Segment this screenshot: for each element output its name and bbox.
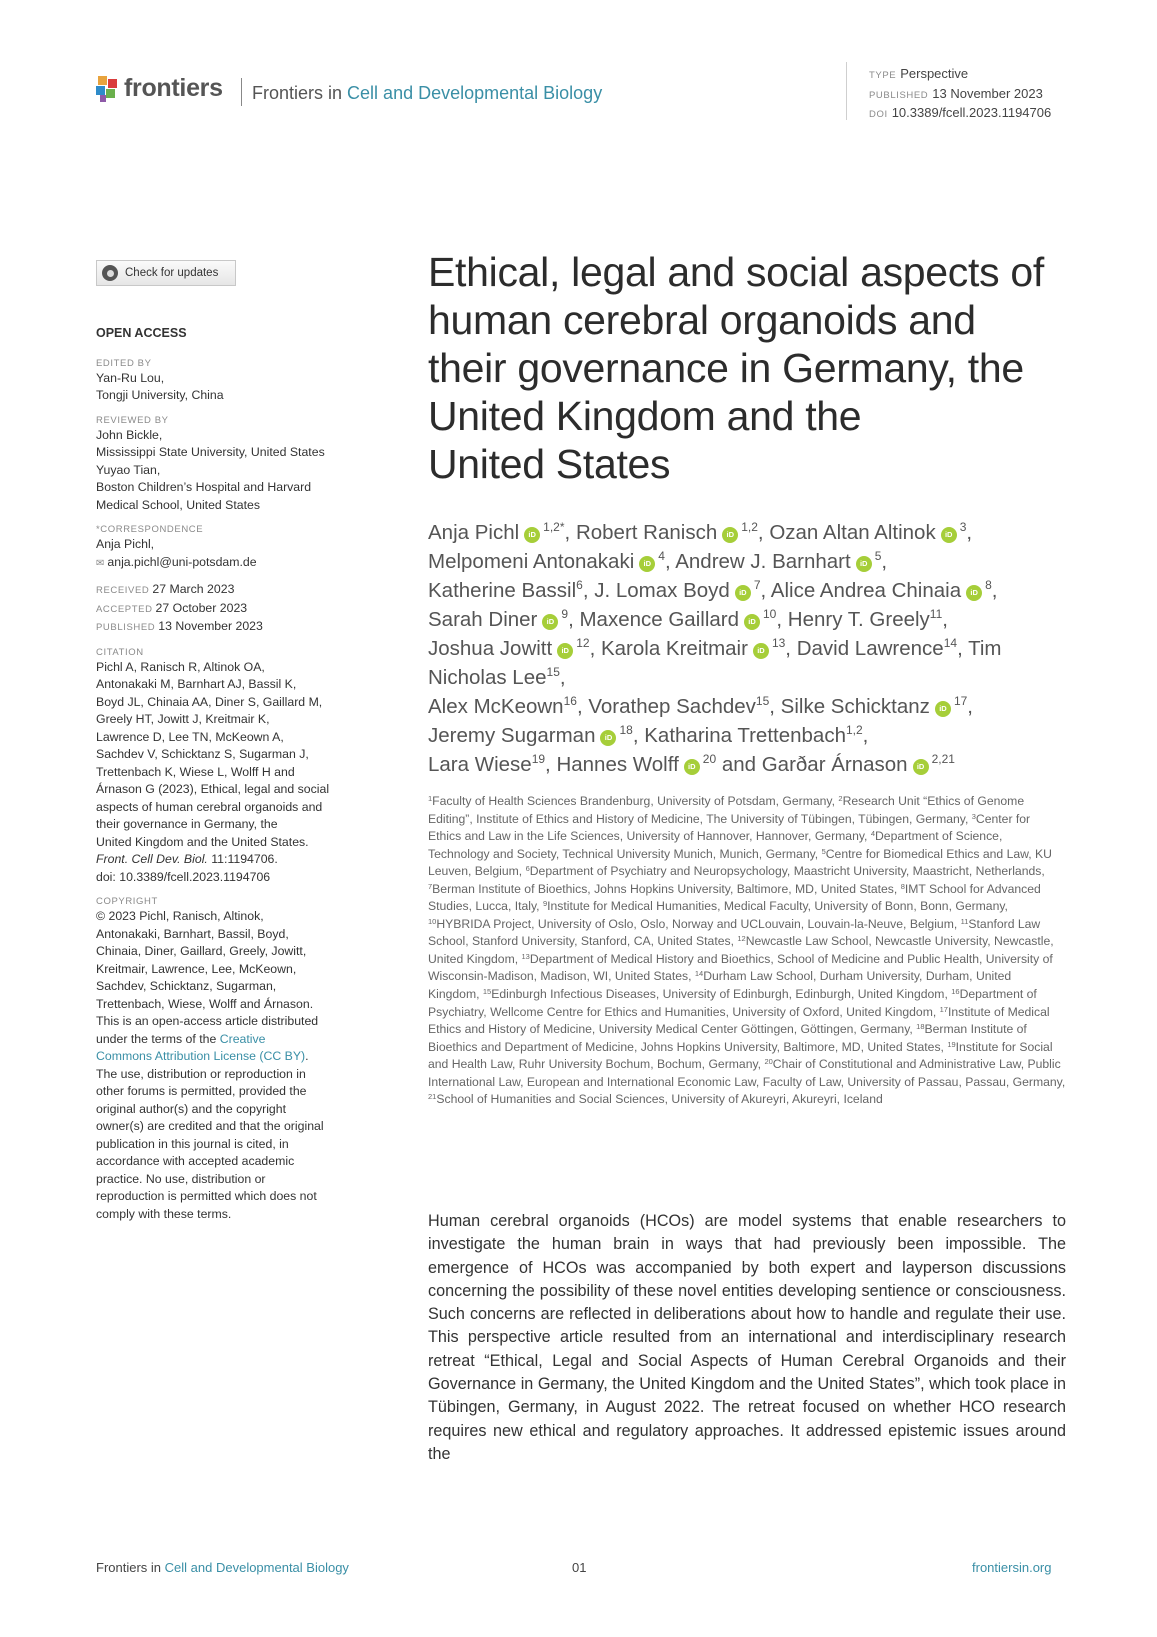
author-affiliation-marker: 16 [563,694,577,708]
author-affiliation-marker: 19 [531,752,546,766]
affiliations [428,793,1066,1109]
affiliation-text: Newcastle Law School, Newcastle University, Newcastle, United Kingdom, [428,934,1054,966]
author-separator: , [881,550,888,573]
author-affiliation-marker: 9 [561,607,569,621]
orcid-icon[interactable]: iD [744,614,760,630]
affiliation-number: 4 [870,829,875,839]
author[interactable] [797,637,957,660]
affiliation-text: Department of Medical History and Bioethics, School of Medicine and Public Health, University of Wisconsin-Madison, Madison, WI, United States, [428,951,1053,984]
author-name: J. Lomax Boyd [594,579,730,602]
title-line: their governance in Germany, the [428,345,1024,391]
author-name: Silke Schicktanz [780,695,930,718]
copyright-line: Sachdev, Schicktanz, Sugarman, [96,979,277,993]
affiliation-number: 7 [428,881,433,891]
affiliation-text: Chair of Constitutional and Administrative Law, Public International Law, European and International Economic Law, Faculty of Law, University of Passau, Passau, Germany, [428,1057,1066,1089]
affiliation [526,864,1045,878]
orcid-icon[interactable]: iD [600,730,616,746]
header-divider [241,78,242,106]
author-affiliation-marker: 5 [874,549,882,563]
author-name: Alex McKeown [428,695,564,718]
affiliation-number: 18 [916,1022,925,1032]
author[interactable] [601,637,785,660]
author[interactable] [762,753,955,776]
author-affiliation-marker: 2,21 [931,752,955,766]
affiliation-number: 11 [960,916,969,926]
author-affiliation-marker: 1,2 [845,723,863,737]
received-date: 27 March 2023 [152,582,235,596]
author-separator: , [582,579,595,602]
author-affiliation-marker: 8 [985,578,992,592]
editor-name: Yan-Ru Lou, [96,370,165,385]
author-name: Tim Nicholas Lee [428,637,1002,689]
author[interactable] [428,695,577,718]
orcid-icon[interactable]: iD [966,585,982,601]
editor-affiliation: Tongji University, China [96,388,224,402]
affiliation-number: 1 [428,794,433,803]
citation-line: Lawrence D, Lee TN, McKeown A, [96,729,284,744]
affiliation-text: Research Unit “Ethics of Genome Editing”, Institute of Ethics and History of Medicine, The University of Tübingen, Tübingen, Germany, [428,794,1025,826]
author-affiliation-marker: 17 [953,694,968,708]
citation-block [96,646,354,887]
author-affiliation-marker: 7 [753,578,761,592]
affiliation-text: Durham Law School, Durham University, Durham, United Kingdom, [428,969,1012,1002]
journal-prefix: Frontiers in [252,83,343,103]
author-name: Hannes Wolff [556,753,679,776]
affiliation-number: 9 [542,899,548,909]
affiliation-number: 19 [947,1039,956,1049]
copyright-tail-line: original author(s) and the copyright [96,1101,287,1116]
author-name: Andrew J. Barnhart [675,550,851,573]
orcid-icon[interactable]: iD [684,759,700,775]
author-name: Katherine Bassil [428,579,577,602]
author-separator: , [991,579,998,602]
author[interactable] [594,579,760,602]
author-name: Robert Ranisch [575,521,718,544]
sidebar-published-date: 13 November 2023 [158,619,263,633]
author[interactable] [644,724,862,747]
page-number: 01 [572,1560,587,1575]
correspondence-block [96,523,354,572]
type-label: TYPE [869,70,897,81]
citation-line: Árnason G (2023), Ethical, legal and social [96,782,330,796]
check-for-updates-label: Check for updates [125,267,219,279]
affiliation [428,882,901,896]
open-access-heading: OPEN ACCESS [96,326,187,340]
author-affiliation-marker: 20 [702,752,717,766]
affiliation-text: Centre for Biomedical Ethics and Law, KU Leuven, Belgium, [428,846,1052,879]
journal-name[interactable] [252,83,602,104]
affiliation [483,987,951,1001]
author-separator: , [785,637,797,660]
footer-journal[interactable] [96,1560,349,1575]
copyright-tail-line: practice. No use, distribution or [96,1171,266,1186]
license-link-cc-by[interactable]: Commons Attribution License (CC BY) [96,1049,306,1063]
affiliation-number: 13 [521,951,530,961]
author[interactable] [769,521,966,544]
author-separator: , [589,637,601,660]
author[interactable] [675,550,881,573]
affiliation-number: 14 [694,969,704,979]
orcid-icon[interactable]: iD [639,556,655,572]
author[interactable] [428,608,568,631]
correspondence-email[interactable]: anja.pichl@uni-potsdam.de [107,554,257,569]
author-affiliation-marker: 3 [959,520,967,534]
author-affiliation-marker: 10 [763,607,777,621]
copyright-line: Trettenbach, Wiese, Wolff and Árnason. [96,996,314,1011]
published-value: 13 November 2023 [932,85,1043,101]
orcid-icon[interactable]: iD [524,527,540,543]
copyright-line: Chinaia, Diner, Gaillard, Greely, Jowitt, [96,944,307,958]
frontiers-logo[interactable] [96,74,223,103]
affiliation [428,917,961,931]
affiliation-number: 16 [951,987,960,997]
author[interactable] [428,579,583,602]
affiliation-text: Department of Psychiatry and Neuropsychology, Maastricht University, Maastricht, Netherlands, [529,864,1045,879]
affiliation-text: Berman Institute of Bioethics and Department of Medicine, Johns Hopkins University, Baltimore, MD, United States, [428,1022,1027,1054]
published-label: PUBLISHED [869,89,929,101]
copyright-tail-line: accordance with accepted academic [96,1154,295,1168]
author-separator: , [757,521,770,544]
copyright-line: Kreitmair, Lawrence, Lee, McKeown, [96,961,297,976]
check-for-updates-button[interactable] [96,260,236,286]
orcid-icon[interactable]: iD [856,556,872,572]
citation-journal: Front. Cell Dev. Biol. [96,852,208,866]
article-title [428,248,1068,488]
title-line: human cerebral organoids and [428,297,976,343]
author-name: Henry T. Greely [787,608,930,631]
author-separator: , [664,550,676,573]
citation-label: CITATION [96,646,144,658]
copyright-line: Antonakaki, Barnhart, Bassil, Boyd, [96,926,289,941]
author-separator: , [769,695,781,718]
affiliation-number: 12 [737,934,746,944]
author-name: Alice Andrea Chinaia [770,579,962,602]
article-meta [869,65,1051,124]
author-separator: , [776,608,788,631]
affiliation-text: Faculty of Health Sciences Brandenburg, University of Potsdam, Germany, [432,794,839,808]
author-separator: , [559,666,566,689]
citation-line: aspects of human cerebral organoids and [96,799,323,814]
license-post: . [305,1049,309,1063]
author-separator: , [568,608,580,631]
citation-line: Boyd JL, Chinaia AA, Diner S, Gaillard M, [96,694,323,709]
edited-by-label: EDITED BY [96,357,152,369]
author-affiliation-marker: 1,2 [741,520,758,534]
affiliation-text: Stanford Law School, Stanford University, Stanford, CA, United States, [428,916,1041,949]
copyright-line: This is an open-access article distributed [96,1014,319,1028]
affiliation-text: Edinburgh Infectious Diseases, University of Edinburgh, Edinburgh, United Kingdom, [491,987,952,1002]
author-separator: , [632,724,645,747]
doi-value[interactable]: 10.3389/fcell.2023.1194706 [891,105,1052,120]
citation-line: Trettenbach K, Wiese L, Wolff H and [96,764,295,779]
citation-line: Greely HT, Jowitt J, Kreitmair K, [96,712,270,726]
author-separator: , [760,579,771,602]
orcid-icon[interactable]: iD [935,701,951,717]
copyright-tail-line: other forums is permitted, provided the [96,1084,307,1098]
author-separator: , [564,521,576,544]
affiliation-number: 8 [900,881,905,891]
author-affiliation-marker: 11 [929,607,943,621]
affiliation [428,794,838,808]
copyright-line: © 2023 Pichl, Ranisch, Altinok, [96,909,264,923]
orcid-icon[interactable]: iD [542,614,558,630]
citation-line: Antonakaki M, Barnhart AJ, Bassil K, [96,677,297,691]
author-name: Melpomeni Antonakaki [428,550,635,573]
author-separator: , [942,608,948,631]
citation-line: Sachdev V, Schicktanz S, Sugarman J, [96,747,309,761]
title-line: United Kingdom and the [428,393,862,439]
author-affiliation-marker: 15 [546,665,560,679]
copyright-block [96,895,354,1223]
citation-volume: 11:1194706. [207,852,278,866]
author-separator: , [576,695,589,718]
author-name: Lara Wiese [428,753,532,776]
affiliation [543,899,1008,913]
type-value: Perspective [900,66,969,81]
author-name: David Lawrence [796,637,944,660]
affiliation-number: 21 [428,1092,437,1102]
author-name: Anja Pichl [428,521,520,544]
copyright-tail-line: reproduction is permitted which does not [96,1189,317,1203]
reviewed-by-block [96,414,354,515]
footer-journal-prefix: Frontiers in [96,1560,162,1575]
updates-icon [102,265,118,281]
license-pre: under the terms of the [96,1031,220,1046]
citation-line: Pichl A, Ranisch R, Altinok OA, [96,659,265,674]
affiliation-number: 6 [525,864,530,874]
author-affiliation-marker: 6 [576,578,583,592]
author-name: Ozan Altan Altinok [769,521,936,544]
title-line: United States [428,441,671,487]
affiliation-text: Institute for Social and Health Law, Ruhr University Bochum, Bochum, Germany, [428,1039,1053,1072]
author-affiliation-marker: 14 [943,636,958,650]
email-icon: ✉ [96,557,105,569]
author-affiliation-marker: 13 [771,636,786,650]
reviewer-line: Yuyao Tian, [96,462,161,477]
accepted-label: ACCEPTED [96,603,153,615]
orcid-icon[interactable]: iD [941,527,957,543]
logo-wordmark: frontiers [124,74,223,102]
meta-divider [846,62,847,120]
author-affiliation-marker: 4 [658,549,665,563]
author[interactable] [771,579,992,602]
author-separator: , [862,724,869,747]
citation-doi[interactable]: doi: 10.3389/fcell.2023.1194706 [96,869,271,884]
journal-title: Cell and Developmental Biology [347,83,603,103]
author-name: Sarah Diner [428,608,538,631]
affiliation-number: 20 [764,1057,773,1067]
orcid-icon[interactable]: iD [722,527,738,543]
orcid-icon[interactable]: iD [557,643,573,659]
orcid-icon[interactable]: iD [735,585,751,601]
copyright-tail-line: comply with these terms. [96,1206,232,1221]
author-name: Karola Kreitmair [600,637,748,660]
author[interactable] [556,753,716,776]
footer-journal-name: Cell and Developmental Biology [164,1560,349,1575]
affiliation [428,1092,883,1106]
author-affiliation-marker: 1,2* [543,520,565,534]
affiliation-number: 5 [821,846,826,856]
reviewed-by-label: REVIEWED BY [96,414,169,426]
affiliation-number: 17 [939,1004,948,1014]
author[interactable] [428,753,545,776]
copyright-tail-line: The use, distribution or reproduction in [96,1066,306,1081]
edited-by-block [96,357,354,405]
article-sidebar [96,325,354,1232]
license-link-creative[interactable]: Creative [219,1031,266,1046]
author-separator: , [967,695,973,718]
correspondence-name: Anja Pichl, [96,537,155,551]
correspondence-label: *CORRESPONDENCE [96,524,204,535]
author[interactable] [781,695,968,718]
reviewer-line: Mississippi State University, United States [96,445,325,459]
author[interactable] [576,521,758,544]
copyright-tail-line: publication in this journal is cited, in [96,1136,289,1151]
reviewer-line: John Bickle, [96,427,163,442]
author-affiliation-marker: 15 [755,694,770,708]
abstract-text: Human cerebral organoids (HCOs) are model systems that enable researchers to investigate the human brain in ways that had previously been impossible. The emergence of HCOs was accompanied by both expert and layperson discussions concerning the possibility of these novel entities developing sentience or consciousness. Such concerns are reflected in deliberations about how to handle and regulate their use. This perspective article resulted from an international and interdisciplinary research retreat “Ethical, Legal and Social Aspects of Human Cerebral Organoids and their Governance in Germany, the United Kingdom and the United States”, which took place in Tübingen, Germany, in August 2022. The retreat focused on whether HCO research requires new ethical and regulatory approaches. It addressed epistemic issues around the [428,1212,1066,1463]
author[interactable] [788,608,943,631]
author-list [428,518,1068,779]
sidebar-published-label: PUBLISHED [96,622,156,633]
author-name: Garðar Árnason [761,753,908,776]
affiliation-text: Institute for Medical Humanities, Medical Faculty, University of Bonn, Bonn, Germany, [547,899,1008,914]
affiliation-number: 3 [971,811,976,821]
author[interactable] [588,695,769,718]
affiliation-text: Center for Ethics and Law in the Life Sciences, University of Hannover, Hannover, Germany, [428,811,1031,844]
reviewer-line: Medical School, United States [96,497,261,512]
citation-line: United Kingdom and the United States. [96,834,309,849]
footer-site-link[interactable]: frontiersin.org [972,1560,1052,1575]
title-line: Ethical, legal and social aspects of [428,249,1044,295]
author-name: Joshua Jowitt [428,637,553,660]
accepted-date: 27 October 2023 [155,600,248,615]
affiliation-text: Berman Institute of Bioethics, Johns Hopkins University, Baltimore, MD, United States, [432,881,901,896]
author-separator: , [966,521,973,544]
affiliation-number: 15 [482,987,492,997]
orcid-icon[interactable]: iD [913,759,929,775]
author-affiliation-marker: 18 [619,723,633,737]
author[interactable] [428,724,633,747]
affiliation-text: HYBRIDA Project, University of Oslo, Oslo, Norway and UCLouvain, Louvain-la-Neuve, Belgium, [436,916,961,931]
author[interactable] [579,608,776,631]
author[interactable] [428,550,665,573]
author[interactable] [428,637,590,660]
author-affiliation-marker: 12 [576,636,590,650]
affiliation-text: Institute of Medical Ethics and History of Medicine, University Medical Center Göttingen, Göttingen, Germany, [428,1004,1050,1037]
received-label: RECEIVED [96,585,150,596]
doi-label: DOI [869,109,888,120]
copyright-label: COPYRIGHT [96,896,158,907]
frontiers-logo-icon [96,75,120,103]
affiliation-number: 2 [838,794,843,803]
dates-block [96,581,354,637]
author-name: Katharina Trettenbach [644,724,846,747]
author-separator: , [545,753,557,776]
reviewer-line: Boston Children’s Hospital and Harvard [96,480,312,494]
affiliation-text: IMT School for Advanced Studies, Lucca, Italy, [428,881,1041,914]
author-separator: and [716,753,762,776]
affiliation-text: School of Humanities and Social Sciences, University of Akureyri, Akureyri, Iceland [436,1092,883,1107]
citation-line: their governance in Germany, the [96,817,278,831]
author-name: Maxence Gaillard [579,608,739,631]
author-name: Vorathep Sachdev [588,695,756,718]
copyright-tail-line: owner(s) are credited and that the original [96,1119,324,1133]
affiliation-number: 10 [428,916,437,926]
affiliation-text: Department of Science, Technology and Society, Technical University Munich, Munich, Germany, [428,829,1003,861]
author-name: Jeremy Sugarman [428,724,596,747]
author[interactable] [428,521,565,544]
orcid-icon[interactable]: iD [753,643,769,659]
affiliation-text: Department of Psychiatry, Wellcome Centre for Ethics and Humanities, University of Oxford, United Kingdom, [428,987,1037,1019]
author-separator: , [957,637,969,660]
